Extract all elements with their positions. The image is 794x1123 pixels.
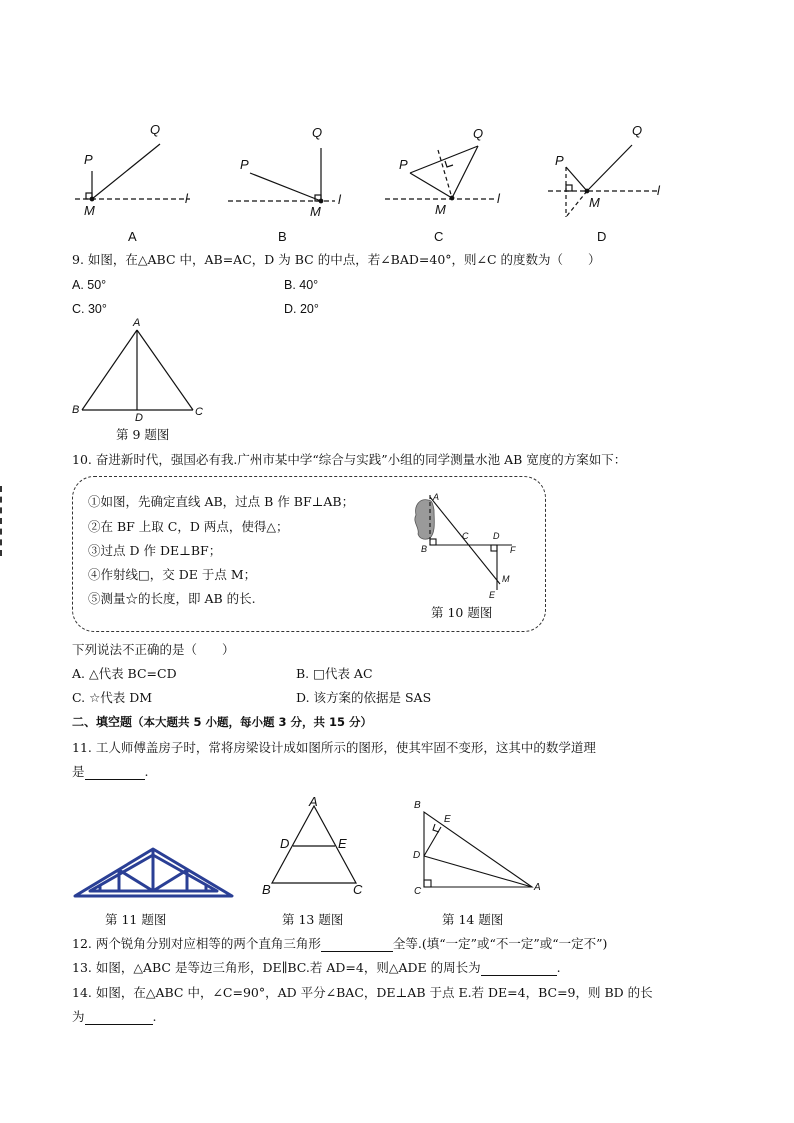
q10-choice-c: C. ☆代表 DM [72,690,153,705]
q13-text: 13. 如图，△ABC 是等边三角形，DE∥BC.若 AD=4，则△ADE 的周长为 [72,960,481,975]
q10-label-m: M [502,574,510,584]
fig14-label-d: D [413,850,421,861]
q10-label-f: F [510,545,516,555]
label-m-b: M [310,204,321,219]
fig13-label-d: D [280,836,290,851]
label-q-d: Q [632,123,643,138]
q9-figure-caption: 第 9 题图 [116,427,170,442]
q10-step-5: ⑤测量☆的长度，即 AB 的长. [88,591,256,606]
fig14-caption: 第 14 题图 [442,912,504,927]
label-p-a: P [84,152,93,167]
fig14-label-a: A [534,882,541,893]
q9-choice-a: A. 50° [72,278,107,292]
label-l-a: l [185,191,188,206]
label-m-d: M [589,195,600,210]
fig13-label-e: E [338,836,347,851]
label-m-c: M [435,202,446,217]
option-c-letter: C [434,229,444,244]
q12-text: 12. 两个锐角分别对应相等的两个直角三角形 [72,936,321,951]
q10-figure-caption: 第 10 题图 [431,605,493,620]
q9-label-c: C [195,406,203,418]
q14-line-2 [72,1009,157,1025]
q13-line [72,960,561,976]
q9-label-b: B [72,404,80,416]
fig14-label-b: B [414,800,421,811]
q9-stem: 9. 如图，在△ABC 中，AB=AC，D 为 BC 的中点，若∠BAD=40°，则∠C 的度数为（ ） [72,252,601,267]
section-2-note: （本大题共 5 小题，每小题 3 分，共 15 分） [132,715,373,729]
fig13-caption: 第 13 题图 [282,912,344,927]
label-p-c: P [399,157,408,172]
q10-choice-a: A. △代表 BC=CD [72,666,177,681]
q10-choice-d: D. 该方案的依据是 SAS [296,690,432,705]
q10-label-d: D [493,531,500,541]
label-l-c: l [497,191,500,206]
option-d-letter: D [597,229,607,244]
q10-step-3: ③过点 D 作 DE⊥BF； [88,543,222,558]
option-b-letter: B [278,229,287,244]
q11-line-2-text: 是 [72,764,85,779]
fig13-label-c: C [353,882,363,897]
q9-label-d: D [135,412,143,424]
fig13-label-b: B [262,882,271,897]
q14-answer-blank[interactable] [85,1012,153,1025]
q12-line [72,936,607,952]
binding-mark [0,486,4,556]
q10-label-b: B [421,544,428,554]
q9-label-a: A [133,317,141,329]
q10-step-4: ④作射线□，交 DE 于点 M； [88,567,257,582]
label-m-a: M [84,203,95,218]
q14-tail: . [152,1009,157,1024]
q10-step-1: ①如图，先确定直线 AB，过点 B 作 BF⊥AB； [88,494,355,509]
fig14-label-c: C [414,886,422,897]
q12-answer-blank[interactable] [321,939,393,952]
q9-choice-c: C. 30° [72,302,107,316]
label-p-b: P [240,157,249,172]
q10-question: 下列说法不正确的是（ ） [72,642,235,657]
q10-label-c: C [462,531,469,541]
q10-stem: 10. 奋进新时代，强国必有我.广州市某中学“综合与实践”小组的同学测量水池 AB 宽度的方案如下： [72,452,627,467]
q11-line-1: 11. 工人师傅盖房子时，常将房梁设计成如图所示的图形，使其牢固不变形，这其中的数学道理 [72,740,596,755]
q9-choice-b: B. 40° [284,278,319,292]
section-2-title: 二、填空题 [72,715,133,729]
q14-line-2-text: 为 [72,1009,85,1024]
option-a-letter: A [128,229,137,244]
fig13-label-a: A [309,794,318,809]
q12-tail: 全等.(填“一定”或“不一定”或“一定不”) [392,936,608,951]
label-l-b: l [338,192,341,207]
q14-line-1: 14. 如图，在△ABC 中，∠C=90°，AD 平分∠BAC，DE⊥AB 于点 E.若 DE=4，BC=9，则 BD 的长 [72,985,653,1000]
q10-step-2: ②在 BF 上取 C，D 两点，使得△； [88,519,289,534]
label-p-d: P [555,153,564,168]
fig11-caption: 第 11 题图 [105,912,167,927]
label-q-b: Q [312,125,323,140]
q13-answer-blank[interactable] [481,963,557,976]
q9-choice-d: D. 20° [284,302,319,316]
label-l-d: l [657,183,660,198]
q11-tail: . [144,764,149,779]
q10-label-a: A [433,492,440,502]
label-q-c: Q [473,126,484,141]
label-q-a: Q [150,122,161,137]
q10-label-e: E [489,590,496,600]
q13-tail: . [556,960,561,975]
q10-choice-b: B. □代表 AC [296,666,373,681]
fig14-label-e: E [444,814,451,825]
